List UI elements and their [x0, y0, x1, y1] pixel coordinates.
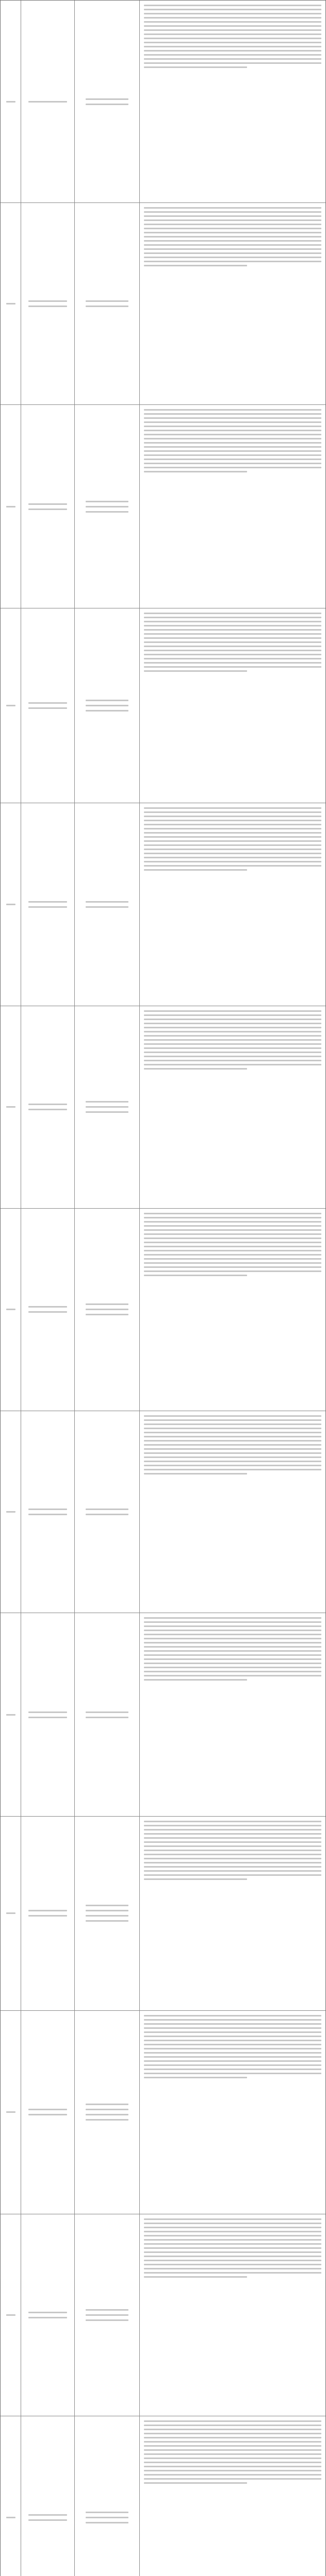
text-placeholder	[75, 2214, 139, 2416]
record-id-cell	[21, 405, 75, 608]
text-placeholder	[1, 1817, 21, 2010]
record-name-cell	[75, 1006, 140, 1208]
text-placeholder	[140, 2416, 325, 2576]
text-placeholder	[1, 1006, 21, 1208]
record-description-cell	[140, 1613, 325, 1816]
row-number-cell	[1, 1006, 21, 1208]
text-placeholder	[21, 2214, 74, 2416]
record-name-cell	[75, 2214, 140, 2416]
record-id-cell	[21, 1209, 75, 1411]
text-placeholder	[1, 1411, 21, 1613]
text-placeholder	[1, 1209, 21, 1411]
row-number-cell	[1, 2214, 21, 2416]
row-number-cell	[1, 2011, 21, 2214]
record-id-cell	[21, 1613, 75, 1816]
text-placeholder	[21, 1209, 74, 1411]
text-placeholder	[75, 1, 139, 202]
row-number-cell	[1, 1, 21, 202]
table-row	[1, 2011, 325, 2214]
table-row	[1, 1006, 325, 1209]
text-placeholder	[140, 1, 325, 202]
record-id-cell	[21, 2011, 75, 2214]
record-description-cell	[140, 1411, 325, 1613]
text-placeholder	[1, 2416, 21, 2576]
table-row	[1, 1817, 325, 2010]
text-placeholder	[140, 1209, 325, 1411]
text-placeholder	[140, 1613, 325, 1816]
text-placeholder	[75, 2011, 139, 2214]
row-number-cell	[1, 1209, 21, 1411]
text-placeholder	[75, 1006, 139, 1208]
text-placeholder	[75, 405, 139, 608]
table-row	[1, 2416, 325, 2576]
record-name-cell	[75, 608, 140, 802]
record-id-cell	[21, 2416, 75, 2576]
record-description-cell	[140, 803, 325, 1006]
record-id-cell	[21, 2214, 75, 2416]
text-placeholder	[75, 1209, 139, 1411]
text-placeholder	[21, 1613, 74, 1816]
table-row	[1, 1411, 325, 1613]
text-placeholder	[75, 1613, 139, 1816]
record-id-cell	[21, 1006, 75, 1208]
record-id-cell	[21, 1, 75, 202]
row-number-cell	[1, 405, 21, 608]
text-placeholder	[1, 1, 21, 202]
text-placeholder	[75, 2416, 139, 2576]
text-placeholder	[21, 2011, 74, 2214]
record-name-cell	[75, 1, 140, 202]
record-description-cell	[140, 1006, 325, 1208]
text-placeholder	[1, 1613, 21, 1816]
text-placeholder	[140, 1006, 325, 1208]
table-row	[1, 608, 325, 803]
text-placeholder	[21, 405, 74, 608]
record-description-cell	[140, 1209, 325, 1411]
table-row	[1, 1613, 325, 1817]
text-placeholder	[75, 1411, 139, 1613]
text-placeholder	[75, 203, 139, 404]
text-placeholder	[21, 1817, 74, 2010]
table-row	[1, 405, 325, 608]
text-placeholder	[140, 405, 325, 608]
record-name-cell	[75, 2011, 140, 2214]
text-placeholder	[140, 1411, 325, 1613]
text-placeholder	[1, 803, 21, 1006]
record-description-cell	[140, 1, 325, 202]
record-name-cell	[75, 803, 140, 1006]
text-placeholder	[75, 608, 139, 802]
record-id-cell	[21, 203, 75, 404]
record-description-cell	[140, 1817, 325, 2010]
row-number-cell	[1, 1817, 21, 2010]
record-description-cell	[140, 608, 325, 802]
row-number-cell	[1, 2416, 21, 2576]
record-name-cell	[75, 2416, 140, 2576]
row-number-cell	[1, 203, 21, 404]
text-placeholder	[75, 1817, 139, 2010]
text-placeholder	[140, 203, 325, 404]
record-name-cell	[75, 405, 140, 608]
text-placeholder	[140, 1817, 325, 2010]
record-id-cell	[21, 803, 75, 1006]
record-name-cell	[75, 1613, 140, 1816]
table-row	[1, 1, 325, 203]
text-placeholder	[1, 608, 21, 802]
text-placeholder	[1, 2011, 21, 2214]
row-number-cell	[1, 1411, 21, 1613]
text-placeholder	[21, 1006, 74, 1208]
row-number-cell	[1, 803, 21, 1006]
table-row	[1, 803, 325, 1006]
record-description-cell	[140, 203, 325, 404]
text-placeholder	[21, 1411, 74, 1613]
text-placeholder	[21, 803, 74, 1006]
record-name-cell	[75, 203, 140, 404]
text-placeholder	[21, 608, 74, 802]
table-row	[1, 2214, 325, 2416]
text-placeholder	[21, 203, 74, 404]
text-placeholder	[1, 2214, 21, 2416]
text-placeholder	[140, 2214, 325, 2416]
record-description-cell	[140, 2011, 325, 2214]
record-name-cell	[75, 1209, 140, 1411]
text-placeholder	[21, 2416, 74, 2576]
text-placeholder	[21, 1, 74, 202]
text-placeholder	[1, 405, 21, 608]
record-id-cell	[21, 608, 75, 802]
record-table	[1, 1, 325, 2576]
table-row	[1, 203, 325, 405]
record-name-cell	[75, 1411, 140, 1613]
text-placeholder	[140, 803, 325, 1006]
text-placeholder	[1, 203, 21, 404]
record-id-cell	[21, 1817, 75, 2010]
record-description-cell	[140, 2214, 325, 2416]
table-row	[1, 1209, 325, 1411]
text-placeholder	[75, 803, 139, 1006]
text-placeholder	[140, 608, 325, 802]
text-placeholder	[140, 2011, 325, 2214]
row-number-cell	[1, 1613, 21, 1816]
record-id-cell	[21, 1411, 75, 1613]
record-description-cell	[140, 2416, 325, 2576]
record-description-cell	[140, 405, 325, 608]
record-name-cell	[75, 1817, 140, 2010]
row-number-cell	[1, 608, 21, 802]
